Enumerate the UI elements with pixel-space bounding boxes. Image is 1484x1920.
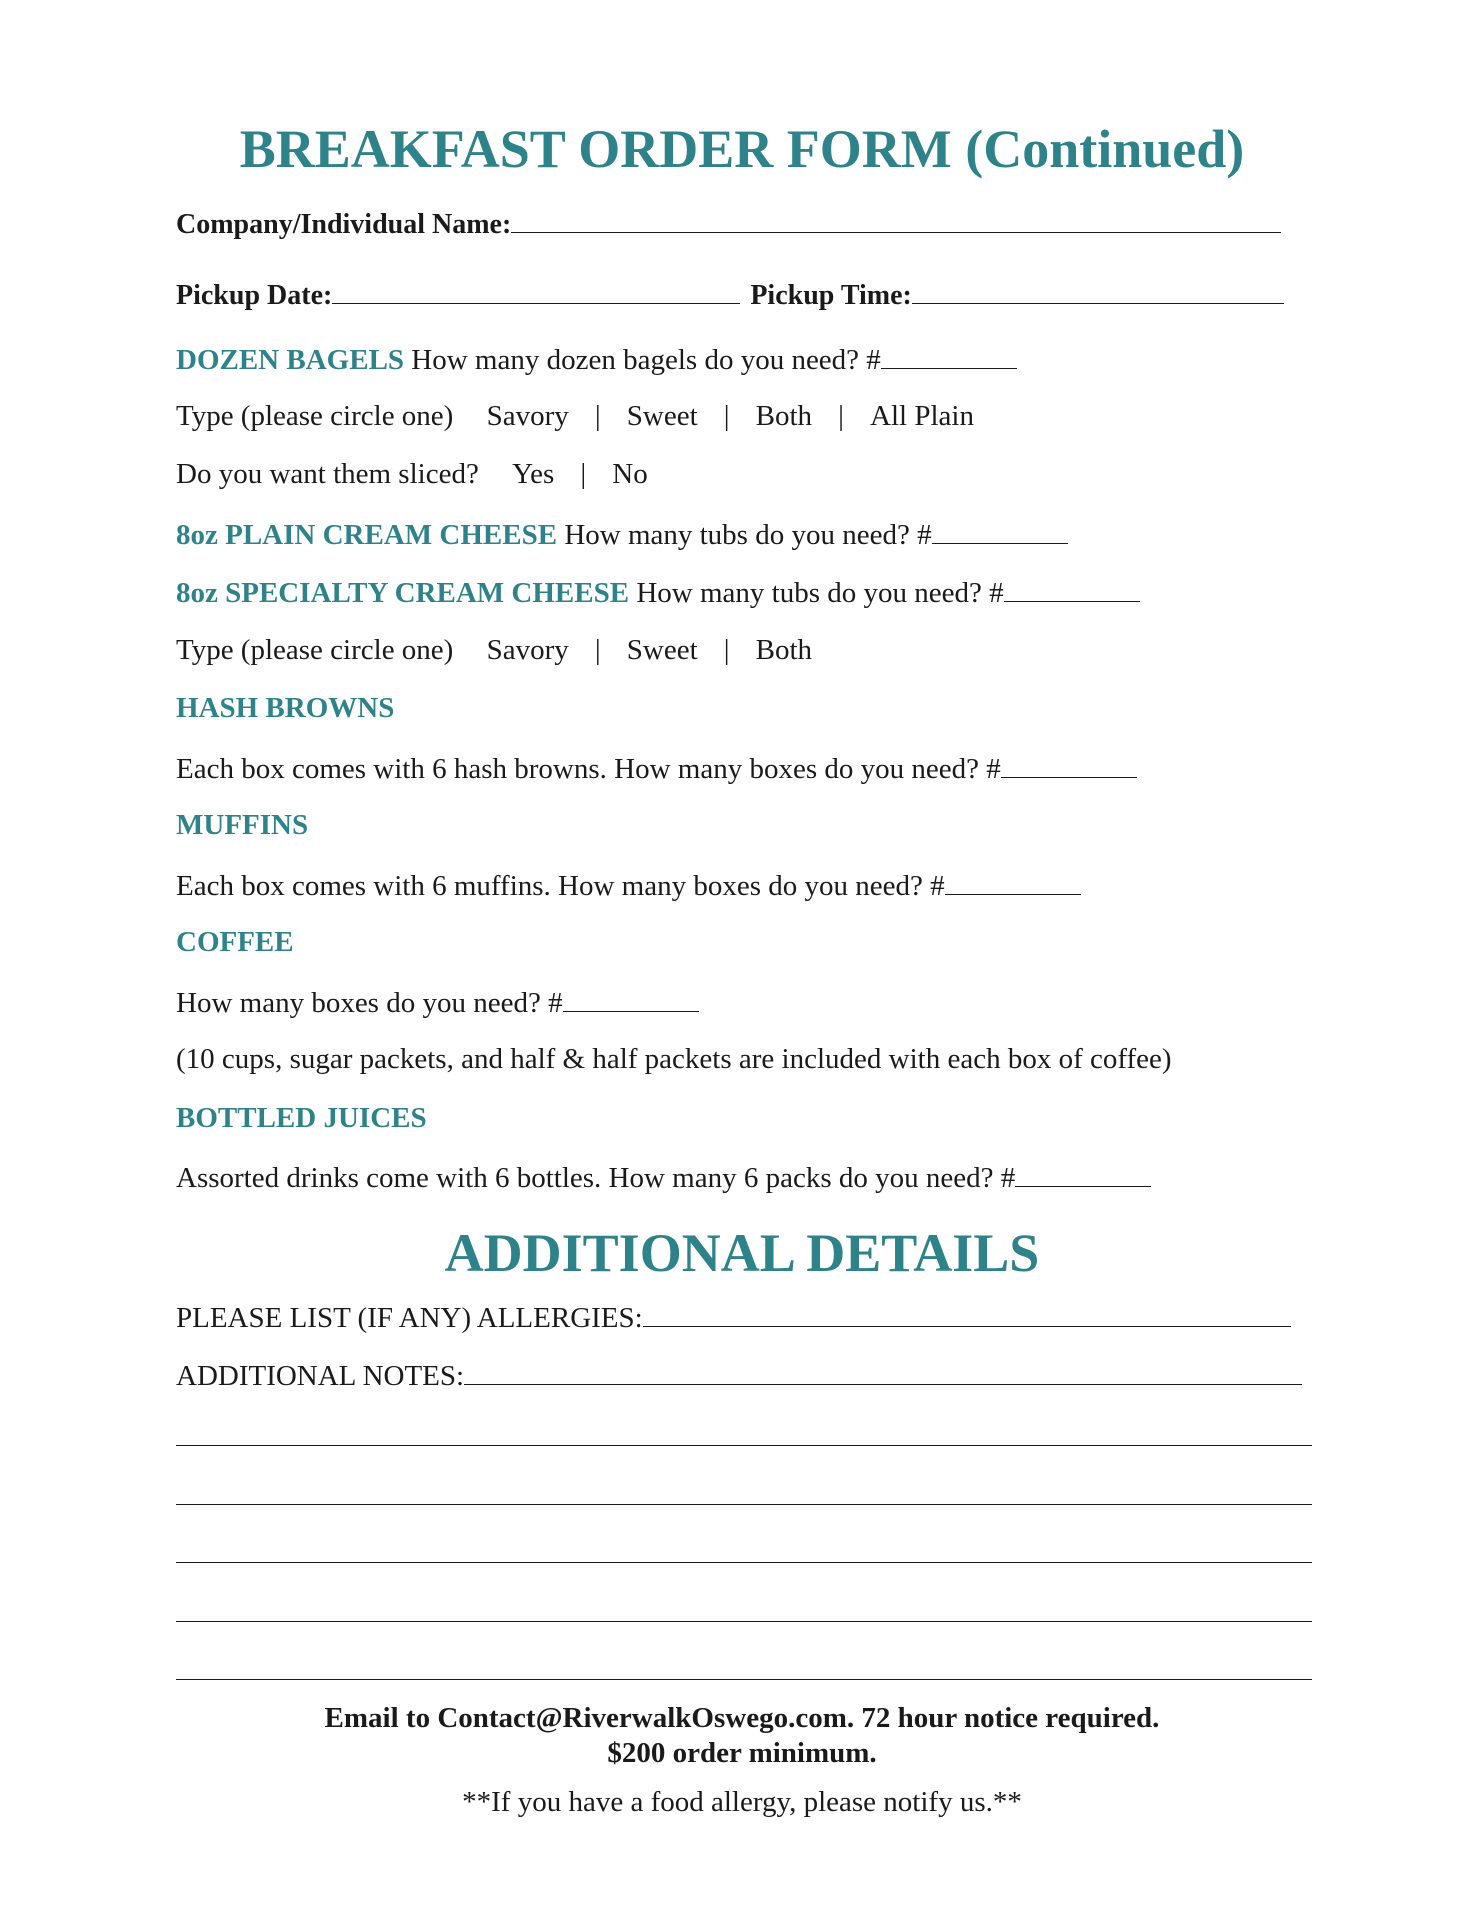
juices-heading: BOTTLED JUICES xyxy=(176,1102,427,1134)
specialty-cream-cheese-quantity-input[interactable] xyxy=(1004,575,1140,602)
bagels-type-all-plain[interactable]: All Plain xyxy=(870,400,974,432)
notes-line[interactable] xyxy=(176,1504,1312,1505)
footer-allergy-note: **If you have a food allergy, please notify us.** xyxy=(462,1786,1022,1818)
specialty-cream-cheese-heading: 8oz SPECIALTY CREAM CHEESE xyxy=(176,577,630,609)
allergies-row xyxy=(176,1300,1291,1335)
muffins-quantity-input[interactable] xyxy=(945,868,1081,895)
option-separator: | xyxy=(580,458,587,490)
bagels-row xyxy=(176,342,1017,377)
muffins-question: Each box comes with 6 muffins. How many boxes do you need? # xyxy=(176,870,945,902)
name-field-row xyxy=(176,206,1281,241)
notes-line[interactable] xyxy=(176,1621,1312,1622)
notes-line[interactable] xyxy=(176,1562,1312,1563)
specialty-type-label: Type (please circle one) xyxy=(176,634,454,666)
bagels-heading: DOZEN BAGELS xyxy=(176,344,405,376)
bagels-type-sweet[interactable]: Sweet xyxy=(626,400,698,432)
option-separator: | xyxy=(594,400,601,432)
muffins-row xyxy=(176,868,1081,903)
plain-cream-cheese-quantity-input[interactable] xyxy=(932,517,1068,544)
specialty-cream-cheese-question: How many tubs do you need? # xyxy=(636,577,1004,609)
bagels-sliced-row xyxy=(176,458,648,491)
coffee-quantity-input[interactable] xyxy=(563,985,699,1012)
juices-row xyxy=(176,1160,1151,1195)
pickup-row xyxy=(176,277,1284,312)
coffee-note: (10 cups, sugar packets, and half & half packets are included with each box of coffee) xyxy=(176,1043,1172,1075)
juices-question: Assorted drinks come with 6 bottles. How many 6 packs do you need? # xyxy=(176,1162,1016,1194)
plain-cream-cheese-row xyxy=(176,517,1068,552)
additional-details-heading: ADDITIONAL DETAILS xyxy=(444,1223,1040,1283)
bagels-sliced-no[interactable]: No xyxy=(612,458,648,490)
pickup-date-input[interactable] xyxy=(332,277,740,304)
notes-line[interactable] xyxy=(176,1445,1312,1446)
specialty-type-sweet[interactable]: Sweet xyxy=(626,634,698,666)
footer-contact: Email to Contact@RiverwalkOswego.com. 72 hour notice required. xyxy=(324,1702,1160,1734)
allergies-input[interactable] xyxy=(643,1300,1291,1327)
specialty-type-savory[interactable]: Savory xyxy=(486,634,569,666)
option-separator: | xyxy=(723,634,730,666)
allergies-label: PLEASE LIST (IF ANY) ALLERGIES: xyxy=(176,1302,643,1334)
coffee-question: How many boxes do you need? # xyxy=(176,987,563,1019)
plain-cream-cheese-question: How many tubs do you need? # xyxy=(564,519,932,551)
hash-browns-heading: HASH BROWNS xyxy=(176,692,395,724)
coffee-row xyxy=(176,985,699,1020)
coffee-heading: COFFEE xyxy=(176,926,294,958)
page-title: BREAKFAST ORDER FORM (Continued) xyxy=(239,119,1245,179)
bagels-sliced-yes[interactable]: Yes xyxy=(512,458,555,490)
bagels-type-label: Type (please circle one) xyxy=(176,400,454,432)
specialty-type-row xyxy=(176,634,812,667)
notes-line[interactable] xyxy=(176,1679,1312,1680)
notes-row xyxy=(176,1358,1302,1393)
bagels-type-both[interactable]: Both xyxy=(755,400,813,432)
hash-browns-row xyxy=(176,751,1137,786)
bagels-question: How many dozen bagels do you need? # xyxy=(411,344,881,376)
plain-cream-cheese-heading: 8oz PLAIN CREAM CHEESE xyxy=(176,519,558,551)
bagels-type-savory[interactable]: Savory xyxy=(486,400,569,432)
option-separator: | xyxy=(723,400,730,432)
bagels-type-row xyxy=(176,400,974,433)
name-label: Company/Individual Name: xyxy=(176,209,512,240)
pickup-time-label: Pickup Time: xyxy=(750,280,912,311)
option-separator: | xyxy=(594,634,601,666)
bagels-quantity-input[interactable] xyxy=(881,342,1017,369)
bagels-sliced-label: Do you want them sliced? xyxy=(176,458,479,490)
specialty-cream-cheese-row xyxy=(176,575,1140,610)
option-separator: | xyxy=(838,400,844,432)
notes-input[interactable] xyxy=(464,1358,1302,1385)
muffins-heading: MUFFINS xyxy=(176,809,309,841)
specialty-type-both[interactable]: Both xyxy=(755,634,813,666)
hash-browns-quantity-input[interactable] xyxy=(1001,751,1137,778)
juices-quantity-input[interactable] xyxy=(1015,1160,1151,1187)
hash-browns-question: Each box comes with 6 hash browns. How many boxes do you need? # xyxy=(176,753,1001,785)
pickup-date-label: Pickup Date: xyxy=(176,280,333,311)
footer-minimum: $200 order minimum. xyxy=(607,1737,877,1769)
pickup-time-input[interactable] xyxy=(912,277,1284,304)
notes-label: ADDITIONAL NOTES: xyxy=(176,1360,465,1392)
name-input[interactable] xyxy=(511,206,1281,233)
